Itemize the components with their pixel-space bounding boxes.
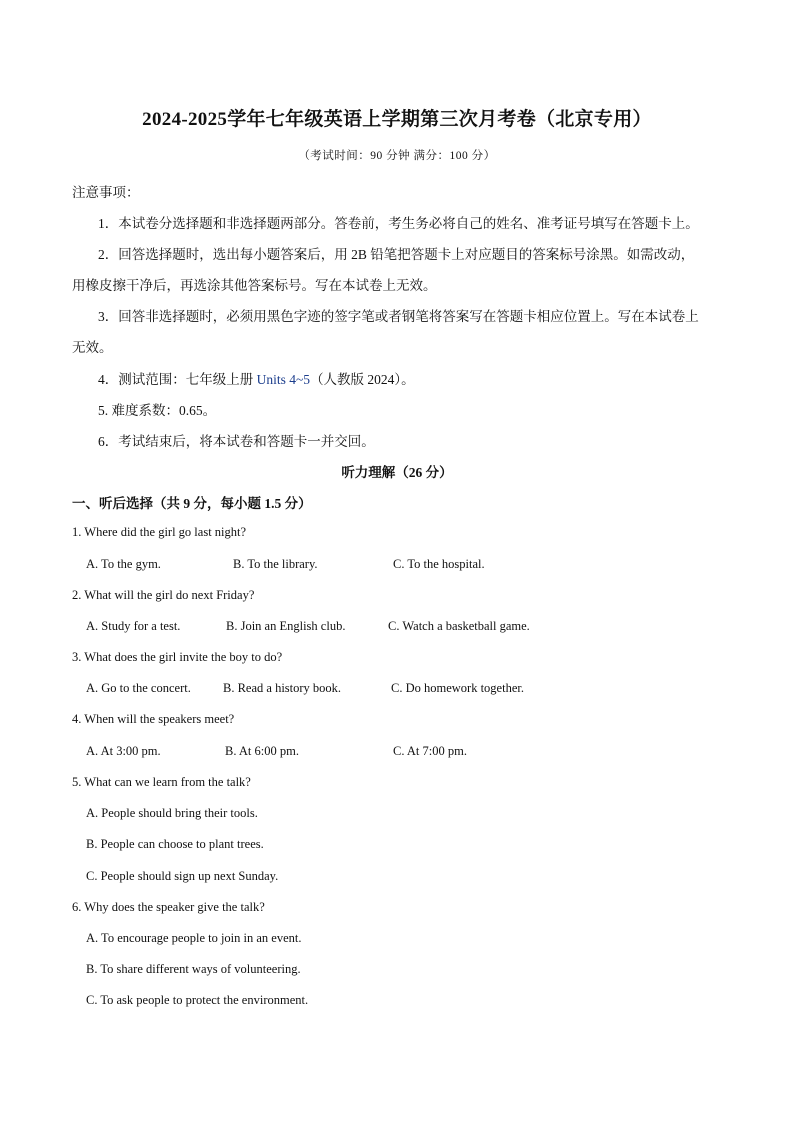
note-item-6: 6．考试结束后，将本试卷和答题卡一并交回。 [98,434,375,449]
note-item-4-units: Units 4~5 [256,372,311,387]
question-5-option-b: B. People can choose to plant trees. [86,837,264,851]
question-1-option-c: C. To the hospital. [393,557,485,571]
question-5-option-a: A. People should bring their tools. [86,806,258,820]
note-item-4-prefix: 4．测试范围：七年级上册 [98,372,257,387]
question-1-option-b: B. To the library. [233,557,318,571]
question-1: 1. Where did the girl go last night? [72,525,247,539]
question-1-option-a: A. To the gym. [86,557,161,571]
question-5-option-c: C. People should sign up next Sunday. [86,869,279,883]
question-3-option-a: A. Go to the concert. [86,681,191,695]
note-item-3-line-2: 无效。 [72,340,113,355]
question-2-option-b: B. Join an English club. [226,619,346,633]
note-item-4 [98,368,415,388]
note-item-3-line-1: 3．回答非选择题时，必须用黑色字迹的签字笔或者钢笔将答案写在答题卡相应位置上。写在本试卷上 [98,309,699,324]
question-6-option-b: B. To share different ways of volunteering. [86,962,301,976]
note-item-1: 1．本试卷分选择题和非选择题两部分。答卷前，考生务必将自己的姓名、准考证号填写在答题卡上。 [98,216,699,231]
question-4-option-b: B. At 6:00 pm. [225,744,299,758]
note-item-5: 5. 难度系数：0.65。 [98,403,217,418]
question-2-option-c: C. Watch a basketball game. [388,619,530,633]
question-4: 4. When will the speakers meet? [72,712,235,726]
question-3-option-b: B. Read a history book. [223,681,342,695]
question-4-option-c: C. At 7:00 pm. [393,744,467,758]
question-2-option-a: A. Study for a test. [86,619,181,633]
question-5: 5. What can we learn from the talk? [72,775,251,789]
note-item-4-suffix: （人教版 2024）。 [310,372,415,387]
question-4-option-a: A. At 3:00 pm. [86,744,161,758]
question-3-option-c: C. Do homework together. [391,681,524,695]
section-part-1-heading: 一、听后选择（共 9 分，每小题 1.5 分） [72,496,312,511]
question-6: 6. Why does the speaker give the talk? [72,900,265,914]
exam-subtitle: （考试时间：90 分钟 满分：100 分） [298,150,496,162]
section-listening-heading: 听力理解（26 分） [341,465,453,480]
question-6-option-a: A. To encourage people to join in an event. [86,931,302,945]
notes-heading: 注意事项： [72,185,140,200]
question-3: 3. What does the girl invite the boy to do? [72,650,283,664]
note-item-2-line-2: 用橡皮擦干净后，再选涂其他答案标号。写在本试卷上无效。 [72,278,437,293]
exam-title: 2024-2025学年七年级英语上学期第三次月考卷（北京专用） [142,109,652,130]
note-item-2-line-1: 2．回答选择题时，选出每小题答案后，用 2B 铅笔把答题卡上对应题目的答案标号涂黑。如需改动， [98,247,695,262]
question-2: 2. What will the girl do next Friday? [72,588,255,602]
question-6-option-c: C. To ask people to protect the environment. [86,993,309,1007]
